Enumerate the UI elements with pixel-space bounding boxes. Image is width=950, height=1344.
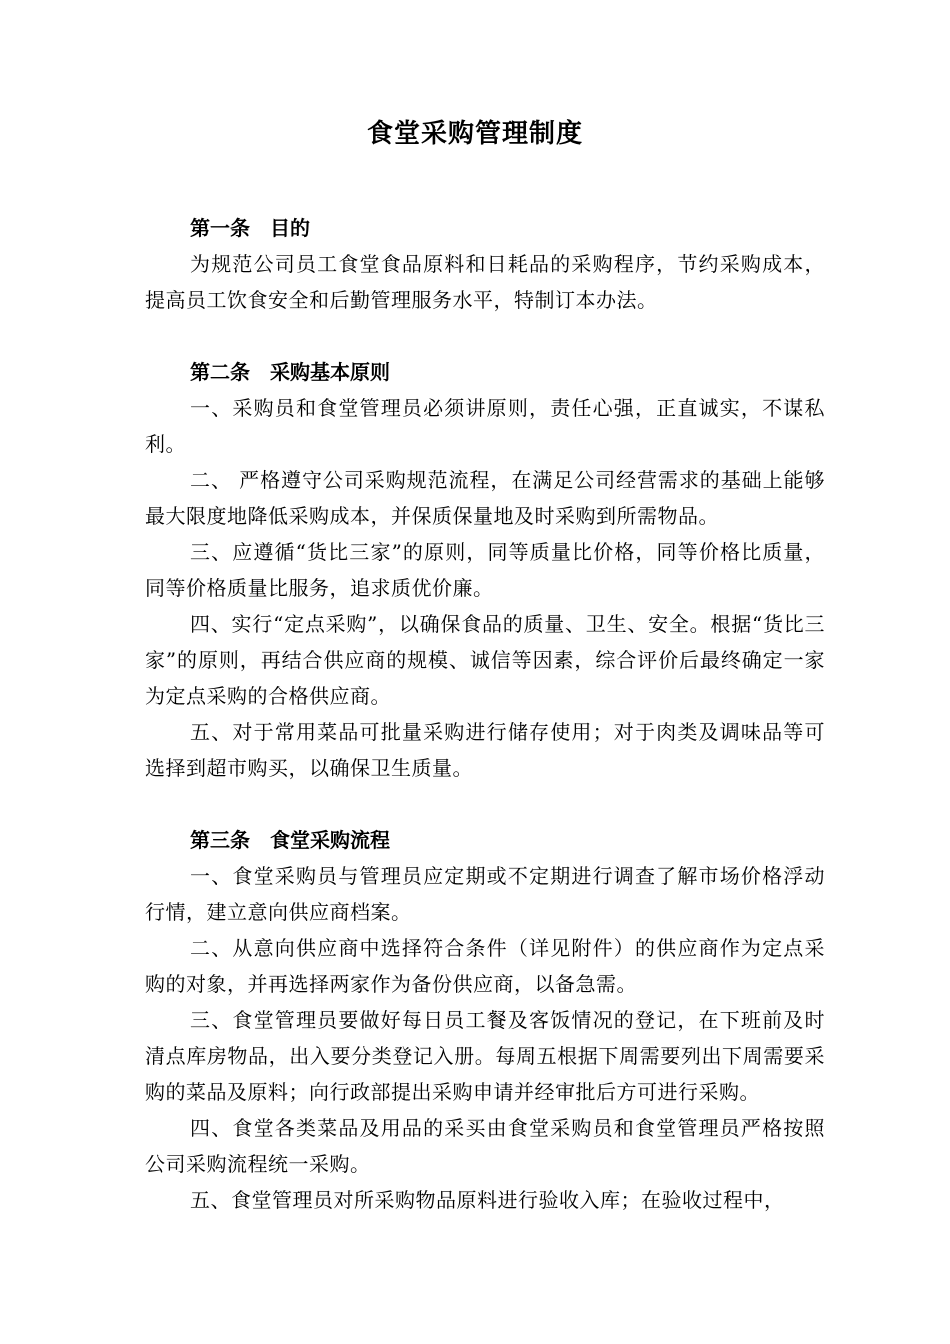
section-gap bbox=[145, 318, 825, 354]
paragraph: 一、食堂采购员与管理员应定期或不定期进行调查了解市场价格浮动行情，建立意向供应商档案。 bbox=[145, 864, 825, 924]
section-gap bbox=[145, 786, 825, 822]
paragraph: 二、 严格遵守公司采购规范流程，在满足公司经营需求的基础上能够最大限度地降低采购成本，并保质保量地及时采购到所需物品。 bbox=[145, 468, 825, 528]
section-heading bbox=[145, 822, 825, 858]
section-3 bbox=[145, 822, 825, 1218]
section-1 bbox=[145, 210, 825, 318]
paragraph: 三、应遵循“货比三家”的原则，同等质量比价格，同等价格比质量，同等价格质量比服务，追求质优价廉。 bbox=[145, 540, 825, 600]
paragraph: 四、食堂各类菜品及用品的采买由食堂采购员和食堂管理员严格按照公司采购流程统一采购。 bbox=[145, 1116, 825, 1176]
paragraph: 三、食堂管理员要做好每日员工餐及客饭情况的登记，在下班前及时清点库房物品，出入要分类登记入册。每周五根据下周需要列出下周需要采购的菜品及原料；向行政部提出采购申请并经审批后方可进行采购。 bbox=[145, 1008, 825, 1104]
section-title: 目的 bbox=[270, 216, 310, 240]
paragraph: 为规范公司员工食堂食品原料和日耗品的采购程序，节约采购成本，提高员工饮食安全和后勤管理服务水平，特制订本办法。 bbox=[145, 252, 825, 312]
document-body bbox=[145, 210, 825, 1218]
section-number: 第二条 bbox=[190, 360, 250, 384]
section-heading bbox=[145, 210, 825, 246]
section-title: 食堂采购流程 bbox=[270, 828, 390, 852]
section-number: 第三条 bbox=[190, 828, 250, 852]
section-number: 第一条 bbox=[190, 216, 250, 240]
paragraph: 五、对于常用菜品可批量采购进行储存使用；对于肉类及调味品等可选择到超市购买，以确保卫生质量。 bbox=[145, 720, 825, 780]
document-title: 食堂采购管理制度 bbox=[366, 119, 583, 149]
section-heading bbox=[145, 354, 825, 390]
paragraph: 五、食堂管理员对所采购物品原料进行验收入库；在验收过程中， bbox=[190, 1188, 785, 1212]
section-2 bbox=[145, 354, 825, 786]
paragraph: 一、采购员和食堂管理员必须讲原则，责任心强，正直诚实，不谋私利。 bbox=[145, 396, 825, 456]
section-title: 采购基本原则 bbox=[270, 360, 390, 384]
paragraph: 二、从意向供应商中选择符合条件（详见附件）的供应商作为定点采购的对象，并再选择两家作为备份供应商，以备急需。 bbox=[145, 936, 825, 996]
paragraph: 四、实行“定点采购”，以确保食品的质量、卫生、安全。根据“货比三家”的原则，再结合供应商的规模、诚信等因素，综合评价后最终确定一家为定点采购的合格供应商。 bbox=[145, 612, 825, 708]
